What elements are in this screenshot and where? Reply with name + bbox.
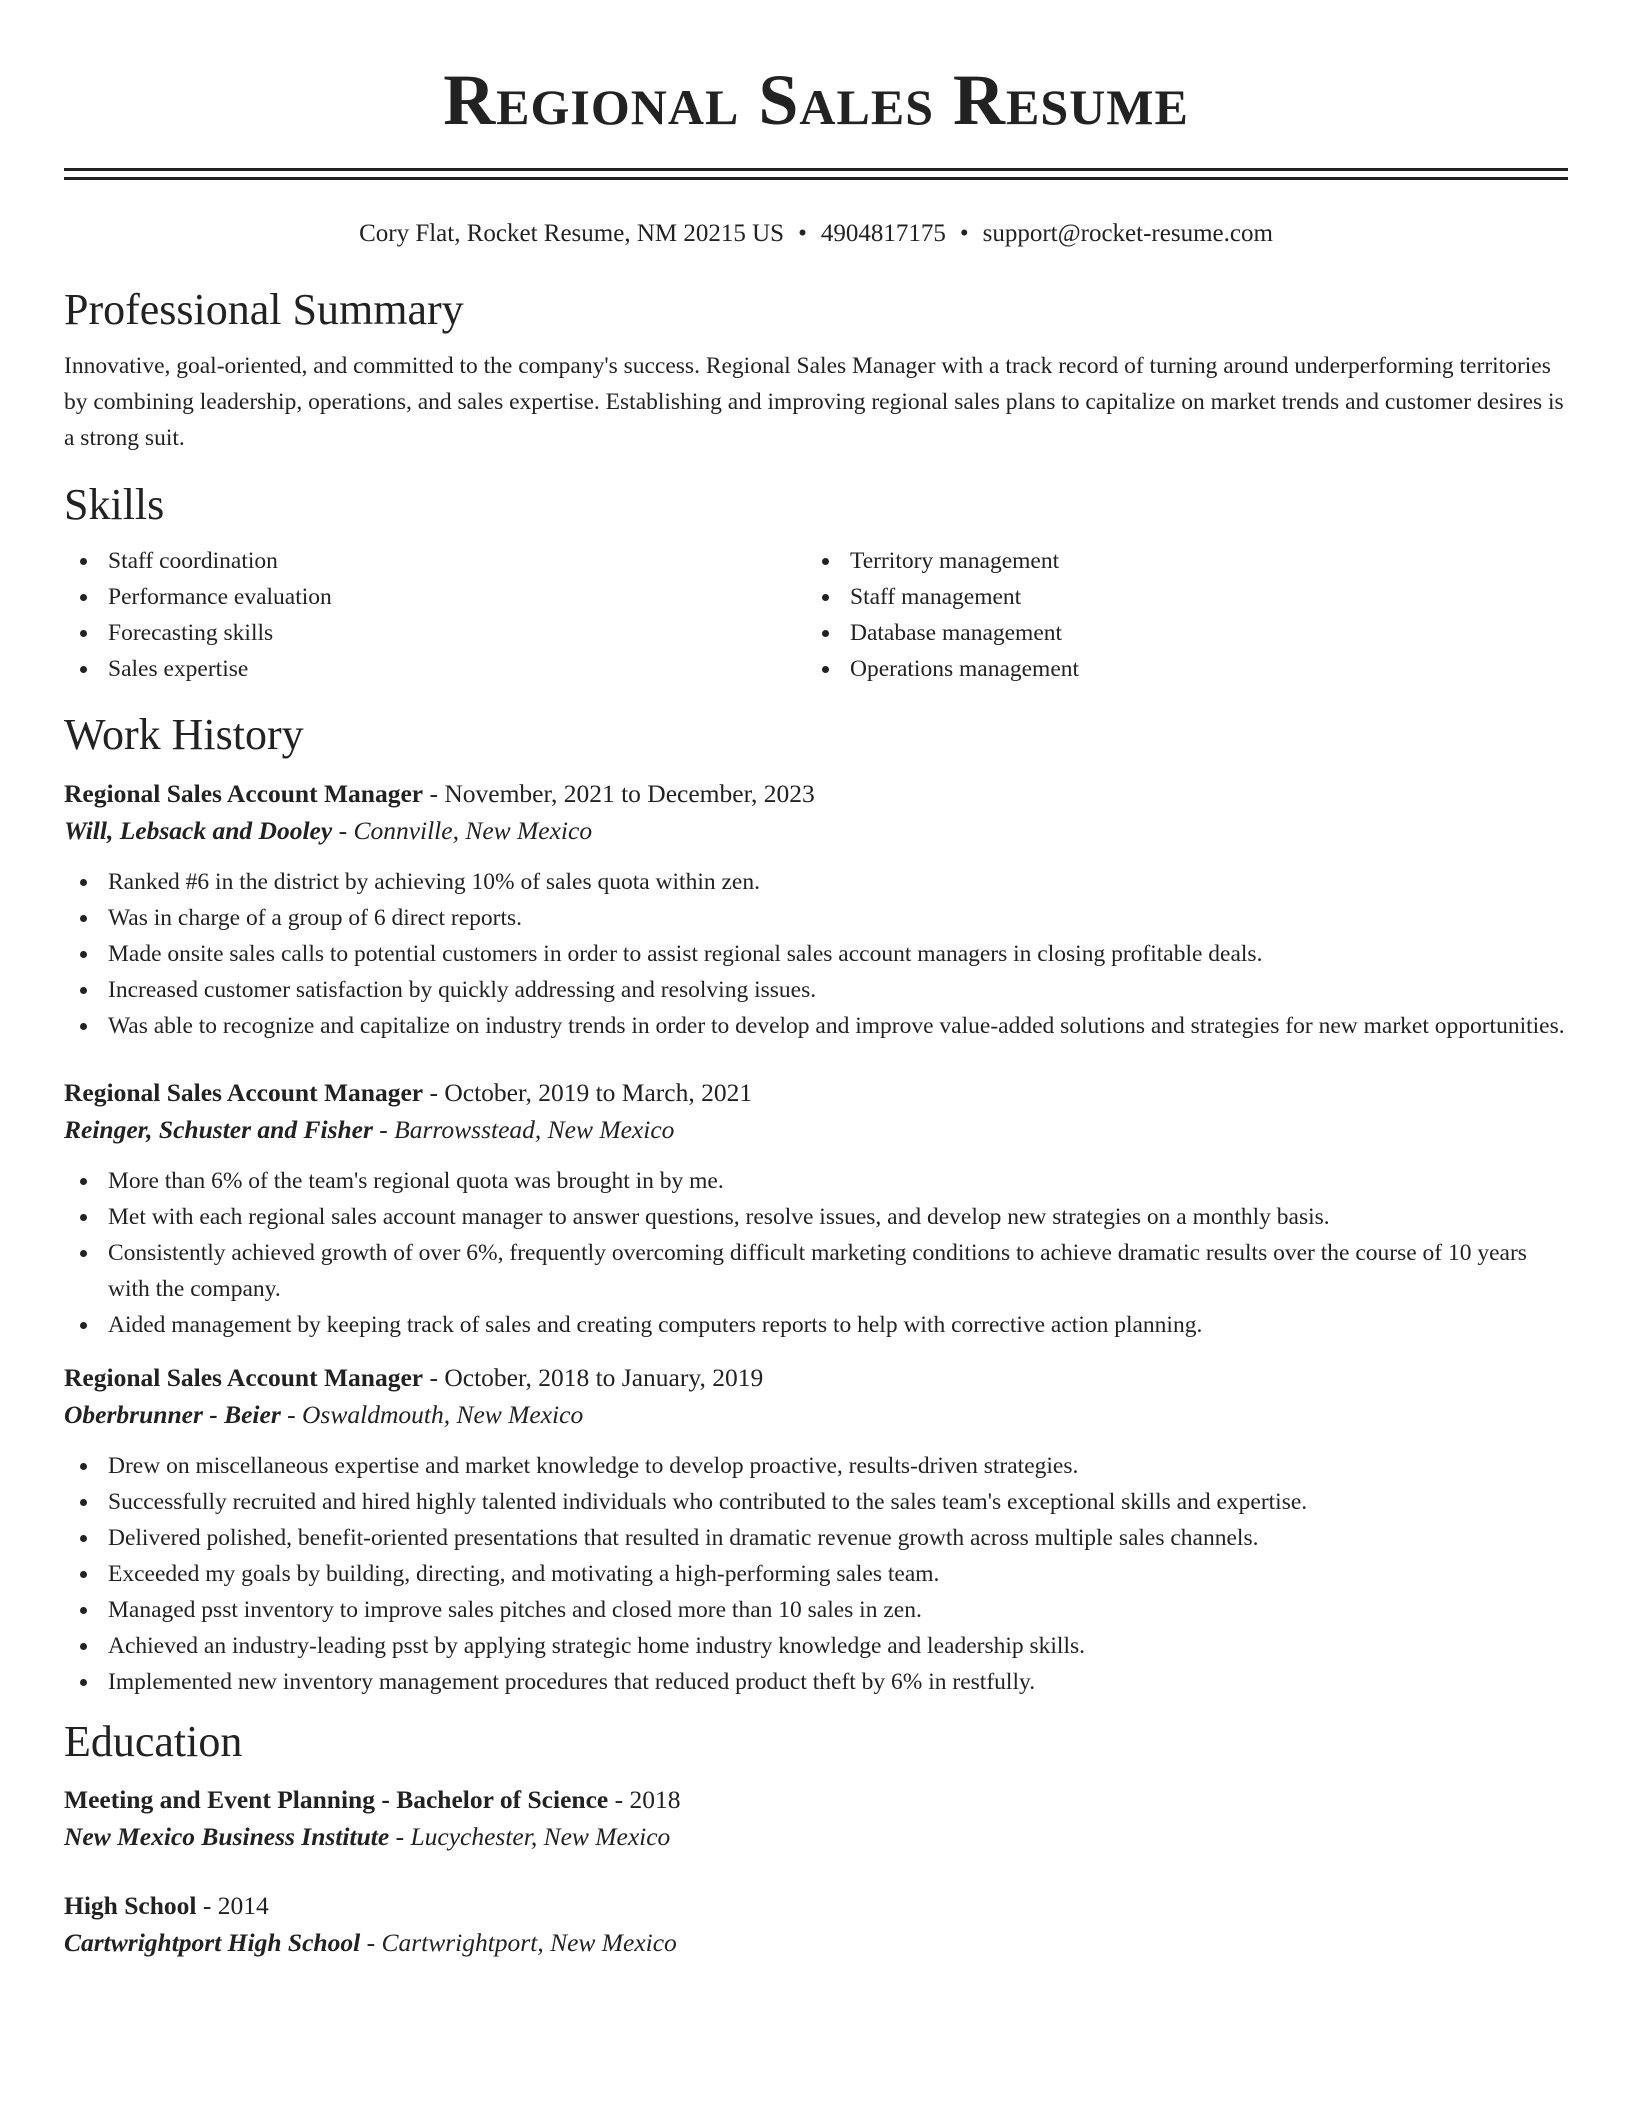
contact-email: support@rocket-resume.com (982, 220, 1273, 247)
job-entry (64, 1360, 1568, 1700)
job-header (64, 1360, 1568, 1396)
job-title: Regional Sales Account Manager (64, 1078, 424, 1107)
education-location: Cartwrightport, New Mexico (381, 1928, 677, 1957)
job-bullet: Was able to recognize and capitalize on industry trends in order to develop and improve value-added solutions and strategies for new market opportunities. (64, 1008, 1568, 1044)
skill-item: Sales expertise (64, 651, 806, 687)
job-bullet: Achieved an industry-leading psst by applying strategic home industry knowledge and leadership skills. (64, 1628, 1568, 1664)
job-bullet: Made onsite sales calls to potential customers in order to assist regional sales account managers in closing profitable deals. (64, 936, 1568, 972)
contact-address: Cory Flat, Rocket Resume, NM 20215 US (359, 220, 785, 247)
education-school-line (64, 1818, 1568, 1856)
job-bullet: More than 6% of the team's regional quota was brought in by me. (64, 1163, 1568, 1199)
skill-item: Operations management (806, 651, 1568, 687)
job-bullet: Managed psst inventory to improve sales pitches and closed more than 10 sales in zen. (64, 1592, 1568, 1628)
education-year: 2018 (629, 1785, 681, 1814)
title-divider-top (64, 168, 1568, 171)
skill-item: Database management (806, 615, 1568, 651)
job-company-line (64, 1396, 1568, 1434)
job-bullet: Successfully recruited and hired highly talented individuals who contributed to the sales team's exceptional skills and expertise. (64, 1484, 1568, 1520)
dash-separator: - (372, 1115, 395, 1144)
education-degree: High School (64, 1891, 197, 1920)
job-bullet: Drew on miscellaneous expertise and market knowledge to develop proactive, results-driven strategies. (64, 1448, 1568, 1484)
job-dates: October, 2019 to March, 2021 (444, 1078, 753, 1107)
education-degree: Meeting and Event Planning - Bachelor of Science (64, 1785, 609, 1814)
summary-text: Innovative, goal-oriented, and committed to the company's success. Regional Sales Manager with a track record of turning around underperforming territories by combining leadership, operations, and sales expertise. Establishing and improving regional sales plans to capitalize on market trends and customer desires is a strong suit. (64, 353, 1564, 451)
job-bullet: Exceeded my goals by building, directing, and motivating a high-performing sales team. (64, 1556, 1568, 1592)
skills-columns (64, 543, 1568, 687)
job-bullet: Was in charge of a group of 6 direct reports. (64, 900, 1568, 936)
skills-heading: Skills (64, 480, 165, 529)
work-heading: Work History (64, 710, 304, 759)
summary-heading: Professional Summary (64, 285, 464, 334)
job-company-line (64, 1111, 1568, 1149)
dash-separator: - (423, 1363, 445, 1392)
skill-item: Staff management (806, 579, 1568, 615)
skill-item: Performance evaluation (64, 579, 806, 615)
resume-content (64, 0, 1568, 1962)
education-entry (64, 1888, 1568, 1962)
job-dates: November, 2021 to December, 2023 (444, 779, 815, 808)
skill-item: Forecasting skills (64, 615, 806, 651)
job-location: Connville, New Mexico (353, 816, 593, 845)
contact-line (64, 218, 1568, 250)
contact-phone: 4904817175 (820, 220, 946, 247)
job-bullet: Ranked #6 in the district by achieving 10% of sales quota within zen. (64, 864, 1568, 900)
job-company: Oberbrunner - Beier (64, 1400, 281, 1429)
education-school: New Mexico Business Institute (64, 1822, 390, 1851)
job-company-line (64, 812, 1568, 850)
contact-separator: • (959, 220, 969, 247)
job-company: Reinger, Schuster and Fisher (64, 1115, 373, 1144)
job-header (64, 776, 1568, 812)
job-bullet: Consistently achieved growth of over 6%, frequently overcoming difficult marketing conditions to achieve dramatic results over the course of 10 years with the company. (64, 1235, 1568, 1307)
skills-list-left (64, 543, 806, 687)
education-year: 2014 (217, 1891, 269, 1920)
dash-separator: - (423, 1078, 445, 1107)
job-bullets (64, 1448, 1568, 1700)
dash-separator: - (389, 1822, 411, 1851)
job-bullet: Increased customer satisfaction by quickly addressing and resolving issues. (64, 972, 1568, 1008)
education-header (64, 1888, 1568, 1924)
job-title: Regional Sales Account Manager (64, 779, 424, 808)
dash-separator: - (332, 816, 354, 845)
education-location: Lucychester, New Mexico (410, 1822, 671, 1851)
education-school: Cartwrightport High School (64, 1928, 361, 1957)
education-school-line (64, 1924, 1568, 1962)
job-bullet: Aided management by keeping track of sales and creating computers reports to help with corrective action planning. (64, 1307, 1568, 1343)
contact-separator: • (798, 220, 807, 247)
education-heading: Education (64, 1717, 243, 1766)
education-header (64, 1782, 1568, 1818)
education-entry (64, 1782, 1568, 1856)
skill-item: Territory management (806, 543, 1568, 579)
dash-separator: - (196, 1891, 218, 1920)
job-dates: October, 2018 to January, 2019 (444, 1363, 764, 1392)
job-entry (64, 776, 1568, 1044)
job-header (64, 1075, 1568, 1111)
job-location: Oswaldmouth, New Mexico (302, 1400, 584, 1429)
dash-separator: - (423, 779, 445, 808)
job-title: Regional Sales Account Manager (64, 1363, 424, 1392)
resume-title: Regional Sales Resume (443, 60, 1189, 140)
title-divider-bottom (64, 177, 1568, 180)
skills-list-right (806, 543, 1568, 687)
job-bullet: Implemented new inventory management procedures that reduced product theft by 6% in restfully. (64, 1664, 1568, 1700)
job-bullets (64, 1163, 1568, 1343)
job-bullet: Met with each regional sales account manager to answer questions, resolve issues, and develop new strategies on a monthly basis. (64, 1199, 1568, 1235)
job-entry (64, 1075, 1568, 1343)
dash-separator: - (280, 1400, 303, 1429)
job-company: Will, Lebsack and Dooley (64, 816, 333, 845)
job-location: Barrowsstead, New Mexico (394, 1115, 675, 1144)
dash-separator: - (608, 1785, 630, 1814)
skill-item: Staff coordination (64, 543, 806, 579)
job-bullet: Delivered polished, benefit-oriented presentations that resulted in dramatic revenue growth across multiple sales channels. (64, 1520, 1568, 1556)
dash-separator: - (360, 1928, 382, 1957)
job-bullets (64, 864, 1568, 1044)
